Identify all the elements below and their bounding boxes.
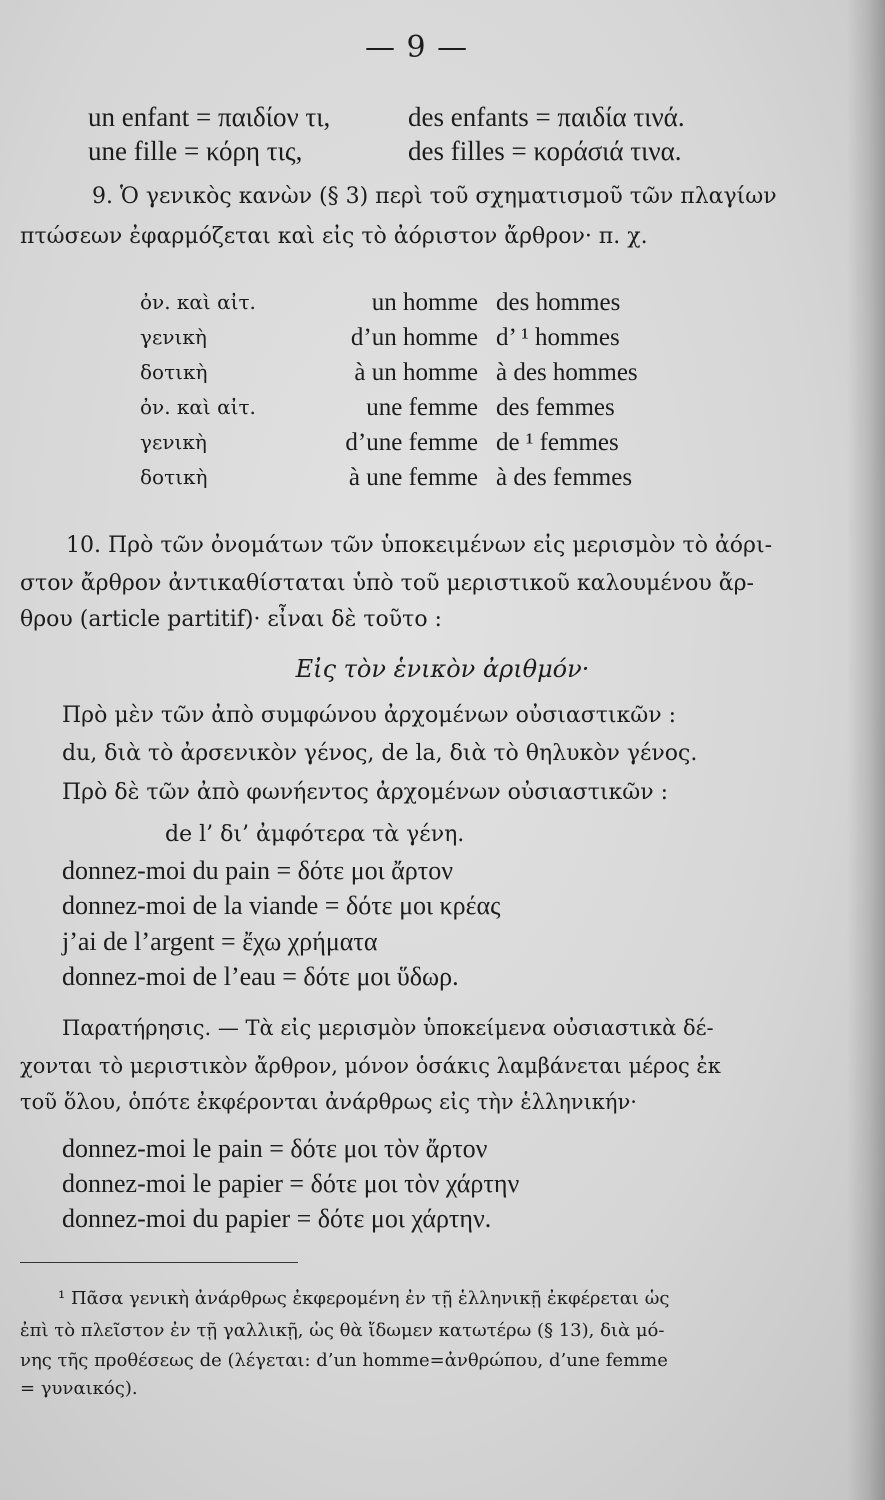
plural-form: d’ ¹ hommes (496, 324, 620, 351)
rule-line-3: Πρὸ δὲ τῶν ἀπὸ φωνήεντος ἀρχομένων οὐσιαστικῶν : (62, 780, 668, 805)
plural-form: des hommes (496, 289, 621, 316)
footnote-line-3: νης τῆς προθέσεως de (λέγεται: d’un homme=ἀνθρώπου, d’une femme (20, 1350, 668, 1371)
footnote-rule (20, 1262, 298, 1263)
footnote-line-4: = γυναικός). (20, 1378, 138, 1399)
section10-line-1: 10. Πρὸ τῶν ὀνομάτων τῶν ὑποκειμένων εἰς μερισμὸν τὸ ἀόρι- (66, 533, 773, 558)
section9-line-1: 9. Ὁ γενικὸς κανὼν (§ 3) περὶ τοῦ σχηματισμοῦ τῶν πλαγίων (92, 184, 777, 209)
plural-form: à des femmes (496, 464, 633, 491)
top-line-1-right: des enfants = παιδία τινά. (408, 102, 685, 132)
rule-line-2: du, διὰ τὸ ἀρσενικὸν γένος, de la, διὰ τὸ θηλυκὸν γένος. (62, 741, 698, 766)
plural-form: à des hommes (496, 359, 638, 386)
example-5: donnez-moi le pain = δότε μοι τὸν ἄρτον (62, 1134, 488, 1163)
remark-line-3: τοῦ ὅλου, ὁπότε ἐκφέρονται ἀνάρθρως εἰς τὴν ἑλληνικήν· (20, 1090, 637, 1114)
rule-line-1: Πρὸ μὲν τῶν ἀπὸ συμφώνου ἀρχομένων οὐσιαστικῶν : (62, 703, 677, 728)
example-4: donnez-moi de l’eau = δότε μοι ὕδωρ. (62, 962, 459, 991)
singular-form: une femme (366, 394, 478, 421)
example-7: donnez-moi du papier = δότε μοι χάρτην. (62, 1204, 492, 1233)
case-label: δοτικὴ (140, 465, 208, 489)
singular-form: à une femme (348, 464, 478, 491)
example-1: donnez-moi du pain = δότε μοι ἄρτον (62, 856, 453, 885)
section9-line-2: πτώσεων ἐφαρμόζεται καὶ εἰς τὸ ἀόριστον ἄρθρον· π. χ. (20, 224, 648, 249)
footnote-line-1: ¹ Πᾶσα γενικὴ ἀνάρθρως ἐκφερομένη ἐν τῇ ἑλληνικῇ ἐκφέρεται ὡς (58, 1288, 670, 1309)
section10-line-3: θρου (article partitif)· εἶναι δὲ τοῦτο : (20, 607, 442, 632)
singular-form: un homme (371, 289, 478, 316)
declension-cases (140, 285, 256, 495)
section10-line-2: στον ἄρθρον ἀντικαθίσταται ὑπὸ τοῦ μεριστικοῦ καλουμένου ἄρ- (20, 571, 754, 596)
declension-plural (496, 285, 638, 495)
singular-form: d’une femme (345, 429, 478, 456)
page-edge-shadow (847, 0, 885, 1500)
case-label: γενικὴ (140, 325, 207, 349)
footnote-line-2: ἐπὶ τὸ πλεῖστον ἐν τῇ γαλλικῇ, ὡς θὰ ἴδωμεν κατωτέρω (§ 13), διὰ μό- (20, 1320, 665, 1341)
example-6: donnez-moi le papier = δότε μοι τὸν χάρτην (62, 1169, 520, 1198)
case-label: ὀν. καὶ αἰτ. (140, 395, 256, 419)
singular-heading: Εἰς τὸν ἑνικὸν ἀριθμόν· (295, 655, 590, 683)
case-label: ὀν. καὶ αἰτ. (140, 290, 256, 314)
case-label: δοτικὴ (140, 360, 208, 384)
remark-line-1: Παρατήρησις. — Τὰ εἰς μερισμὸν ὑποκείμενα οὐσιαστικὰ δέ- (62, 1016, 714, 1040)
plural-form: des femmes (496, 394, 615, 421)
example-3: j’ai de l’argent = ἔχω χρήματα (62, 927, 378, 956)
top-line-2-left: une fille = κόρη τις, (88, 136, 303, 166)
remark-line-2: χονται τὸ μεριστικὸν ἄρθρον, μόνον ὁσάκις λαμβάνεται μέρος ἐκ (20, 1054, 721, 1078)
singular-form: à un homme (354, 359, 478, 386)
case-label: γενικὴ (140, 430, 207, 454)
declension-singular (300, 285, 478, 495)
example-2: donnez-moi de la viande = δότε μοι κρέας (62, 891, 501, 920)
page-number: — 9 — (365, 30, 469, 65)
singular-form: d’un homme (350, 324, 478, 351)
rule-line-4: de l’ δι’ ἀμφότερα τὰ γένη. (165, 822, 465, 847)
top-line-1-left: un enfant = παιδίον τι, (88, 102, 331, 132)
plural-form: de ¹ femmes (496, 429, 619, 456)
top-line-2-right: des filles = κοράσιά τινα. (408, 136, 682, 166)
